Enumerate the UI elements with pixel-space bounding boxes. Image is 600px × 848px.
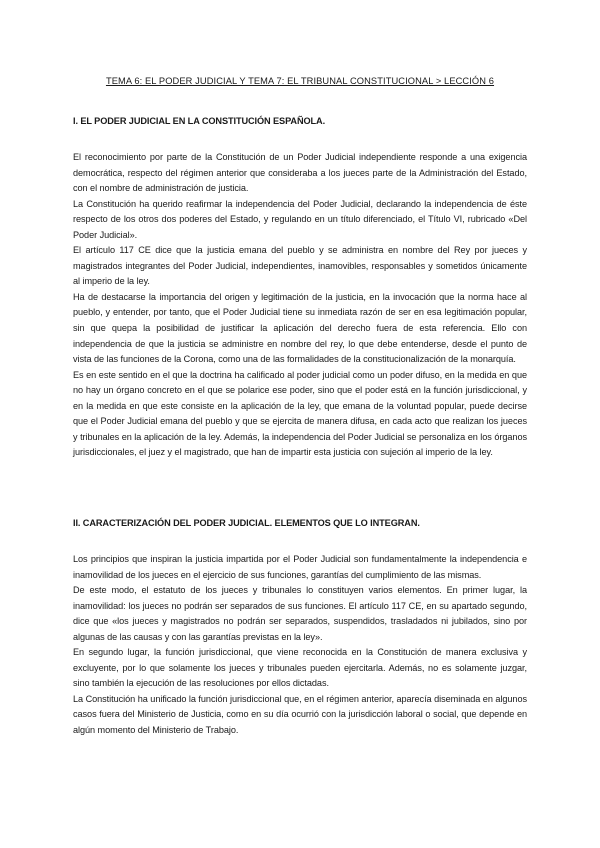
paragraph: Los principios que inspiran la justicia impartida por el Poder Judicial son fundamentalmente la independencia e inamovilidad de los jueces en el ejercicio de sus funciones, garantías del cumplimiento de las mismas.	[73, 554, 527, 580]
section-heading-2: II. CARACTERIZACIÓN DEL PODER JUDICIAL. ELEMENTOS QUE LO INTEGRAN.	[73, 518, 420, 528]
paragraph: En segundo lugar, la función jurisdiccional, que viene reconocida en la Constitución de manera exclusiva y excluyente, por lo que solamente los jueces y tribunales pueden ejercitarla. Además, no es solamente juzgar, sino también la ejecución de las resoluciones por ellos dictadas.	[73, 647, 527, 689]
document-title: TEMA 6: EL PODER JUDICIAL Y TEMA 7: EL TRIBUNAL CONSTITUCIONAL > LECCIÓN 6	[105, 76, 495, 86]
paragraph: El artículo 117 CE dice que la justicia emana del pueblo y se administra en nombre del Rey por jueces y magistrados integrantes del Poder Judicial, independientes, inamovibles, responsables y sometidos únicamente al imperio de la ley.	[73, 245, 527, 287]
section-body-2	[73, 552, 527, 739]
paragraph: La Constitución ha unificado la función jurisdiccional que, en el régimen anterior, aparecía diseminada en algunos casos fuera del Ministerio de Justicia, como en su día ocurrió con la jurisdicción laboral o social, que depende en algún momento del Ministerio de Trabajo.	[73, 693, 527, 736]
paragraph: Ha de destacarse la importancia del origen y legitimación de la justicia, en la invocación que la norma hace al pueblo, y entender, por tanto, que el Poder Judicial tiene su inmediata razón de ser en esa legitimación popular, sin que quepa la posibilidad de justificar la aplicación del derecho fuera de esta referencia. Ello con independencia de que la justicia se administre en nombre del rey, lo que debe entenderse, desde el punto de vista de las funciones de la Corona, como una de las formalidades de la constitucionalización de la monarquía.	[73, 291, 527, 365]
section-heading-1: I. EL PODER JUDICIAL EN LA CONSTITUCIÓN ESPAÑOLA.	[73, 116, 326, 126]
section-body-1	[73, 150, 527, 461]
paragraph: La Constitución ha querido reafirmar la independencia del Poder Judicial, declarando la independencia de éste respecto de los otros dos poderes del Estado, y regulando en un título diferenciado, el Título VI, rubricado «Del Poder Judicial».	[73, 198, 527, 240]
paragraph: El reconocimiento por parte de la Constitución de un Poder Judicial independiente responde a una exigencia democrática, respecto del régimen anterior que consideraba a los jueces parte de la Administración del Estado, con el nombre de administración de justicia.	[73, 152, 527, 194]
paragraph: De este modo, el estatuto de los jueces y tribunales lo constituyen varios elementos. En primer lugar, la inamovilidad: los jueces no podrán ser separados de sus funciones. El artículo 117 CE, en su apartado segundo, dice que «los jueces y magistrados no podrán ser separados, suspendidos, trasladados ni jubilados, sino por algunas de las causas y con las garantías previstas en la ley».	[73, 585, 527, 642]
paragraph: Es en este sentido en el que la doctrina ha calificado al poder judicial como un poder difuso, en la medida en que no hay un órgano concreto en el que se polarice ese poder, sino que el poder está en la función jurisdiccional, y en la medida en que este consiste en la aplicación de la ley, que emana de la voluntad popular, puede decirse que el Poder Judicial emana del pueblo y que se ejercita de manera difusa, en cada acto que realizan los jueces y tribunales en la aplicación de la ley. Además, la independencia del Poder Judicial se personaliza en los órganos jurisdiccionales, el juez y el magistrado, que han de impartir esta justicia con sujeción al imperio de la ley.	[73, 369, 527, 458]
